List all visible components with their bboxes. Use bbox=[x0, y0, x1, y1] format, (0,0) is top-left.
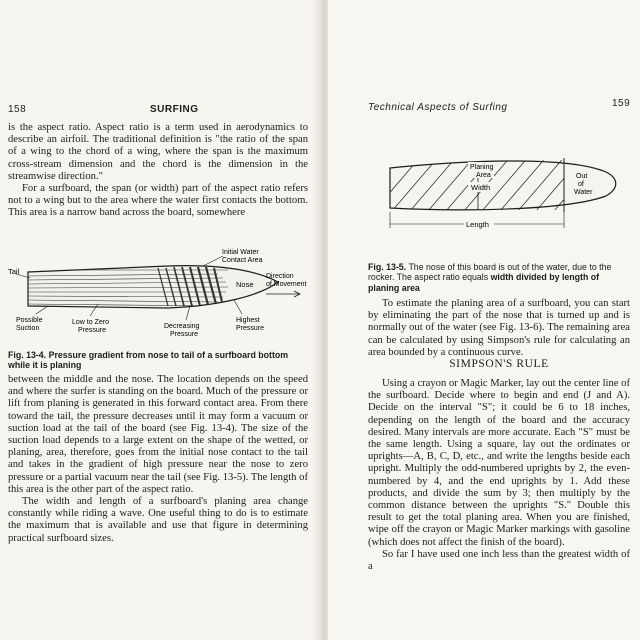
leader-line-contact bbox=[203, 256, 223, 266]
right-page-number: 159 bbox=[612, 98, 631, 109]
label-tail: Tail bbox=[8, 267, 20, 276]
right-running-head: Technical Aspects of Surfing bbox=[368, 102, 508, 113]
label-low-line1: Low to Zero bbox=[72, 319, 109, 326]
label-out-line3: Water bbox=[574, 189, 593, 196]
right-top-text bbox=[368, 298, 630, 359]
left-bottom-text bbox=[8, 374, 308, 545]
label-highest-line2: Pressure bbox=[236, 325, 265, 332]
label-out-line1: Out bbox=[576, 173, 588, 180]
left-page-number: 158 bbox=[8, 104, 27, 115]
right-paragraph-3: So far I have used one inch less than the greatest width of a bbox=[368, 548, 630, 573]
label-planing-line2: Area bbox=[476, 172, 491, 179]
figure-13-5 bbox=[368, 148, 638, 234]
right-page bbox=[328, 0, 640, 640]
figure-13-5-caption-bold: width divided by length of planing area bbox=[368, 272, 600, 293]
figure-13-5-caption-pre: The nose of this board is out of the water, due to the rocker. The aspect ratio equals bbox=[368, 262, 612, 283]
label-direction-line1: Direction bbox=[266, 273, 294, 280]
left-paragraph-3: between the middle and the nose. The location depends on the speed and where the surfer is standing on the board. Much of the pressure or lift from planing is generated in this forward contact area. From there toward the tail, the pressure decreases until it may form a vacuum or suction load at the tail of the board (see Fig. 13-4). The size of the suction load depends to a large extent on the shape of the wetted, or planing, area, therefore, goes from the initial nose contact to the tail and takes in the gradient of high pressure near the nose to zero pressure or a partial vacuum near the tail (see Fig. 13-5). The length of this area is the other part of the aspect ratio. bbox=[8, 374, 308, 495]
left-intro-paragraph: is the aspect ratio. Aspect ratio is a term used in aerodynamics to describe an airfoil. The traditional definition is "the ratio of the span of a wing to the chord of a wing, where the span is the maximum cross-stream dimension and the chord is the dimension in the streamwise direction." bbox=[8, 122, 308, 182]
leader-line-highest bbox=[234, 300, 242, 314]
figure-13-4-caption bbox=[8, 350, 308, 371]
figure-13-4-caption-label: Fig. 13-4. bbox=[8, 350, 47, 360]
label-initial-contact-line2: Contact Area bbox=[222, 257, 263, 264]
section-heading: SIMPSON'S RULE bbox=[449, 358, 549, 370]
label-low-line2: Pressure bbox=[78, 327, 107, 334]
label-direction-line2: of Movement bbox=[266, 281, 307, 288]
left-paragraph-2: For a surfboard, the span (or width) part of the aspect ratio refers not to a wing but to the area where the water first contacts the bottom. This area is a narrow band across the board, somewhere bbox=[8, 183, 308, 219]
label-length: Length bbox=[466, 220, 489, 229]
right-paragraph-1: To estimate the planing area of a surfboard, you can start by eliminating the part of the nose that is turned up and is normally out of the water (see Fig. 13-6). The remaining area can be calculated by using Simpson's rule for calculating an area bounded by a continuous curve. bbox=[368, 298, 630, 358]
figure-13-5-caption bbox=[368, 262, 626, 293]
label-decreasing-line2: Pressure bbox=[170, 331, 199, 338]
label-planing-line1: Planing bbox=[470, 164, 494, 171]
label-width: Width bbox=[471, 183, 491, 192]
leader-line-decreasing bbox=[186, 306, 190, 320]
label-initial-contact-line1: Initial Water bbox=[222, 249, 259, 256]
left-paragraph-4: The width and length of a surfboard's planing area change constantly while riding a wave. One useful thing to do is to estimate the maximum that is available and use that figure in determining practical surfboard sizes. bbox=[8, 496, 308, 544]
figure-13-4-caption-text: Pressure gradient from nose to tail of a surfboard bottom while it is planing bbox=[8, 350, 289, 371]
left-running-head: SURFING bbox=[150, 104, 199, 115]
figure-13-4 bbox=[8, 244, 308, 346]
label-highest-line1: Highest bbox=[236, 317, 260, 324]
label-out-line2: of bbox=[578, 181, 584, 188]
right-paragraph-2: Using a crayon or Magic Marker, lay out the center line of the surfboard. Decide where to begin and end (J and A). Decide on the interval "S"; it could be 6 to 18 inches, depending on the length of the board and the accuracy desired. Many intervals are more accurate. Each "S" must be the same length. Using a square, lay out the ordinates or uprights—A, B, C, D, etc., and write the lengths beside each upright. Multiply the odd-numbered uprights by 2, the even-numbered by 4, and the end uprights by 1. Add these products, and divide the sum by 3; then multiply by the common distance between the uprights "S." Double this result to get the total planing area. When you are finished, wipe off the crayon or Magic Marker markings with gasoline (which does not affect the finish of the board). bbox=[368, 378, 630, 548]
label-nose: Nose bbox=[236, 280, 254, 289]
leader-line-suction bbox=[36, 306, 48, 314]
label-decreasing-line1: Decreasing bbox=[164, 323, 200, 330]
label-possible-suction-line1: Possible bbox=[16, 317, 43, 324]
figure-13-5-caption-label: Fig. 13-5. bbox=[368, 262, 407, 272]
label-possible-suction-line2: Suction bbox=[16, 325, 40, 332]
right-bottom-text bbox=[368, 378, 630, 573]
left-top-text bbox=[8, 122, 308, 220]
